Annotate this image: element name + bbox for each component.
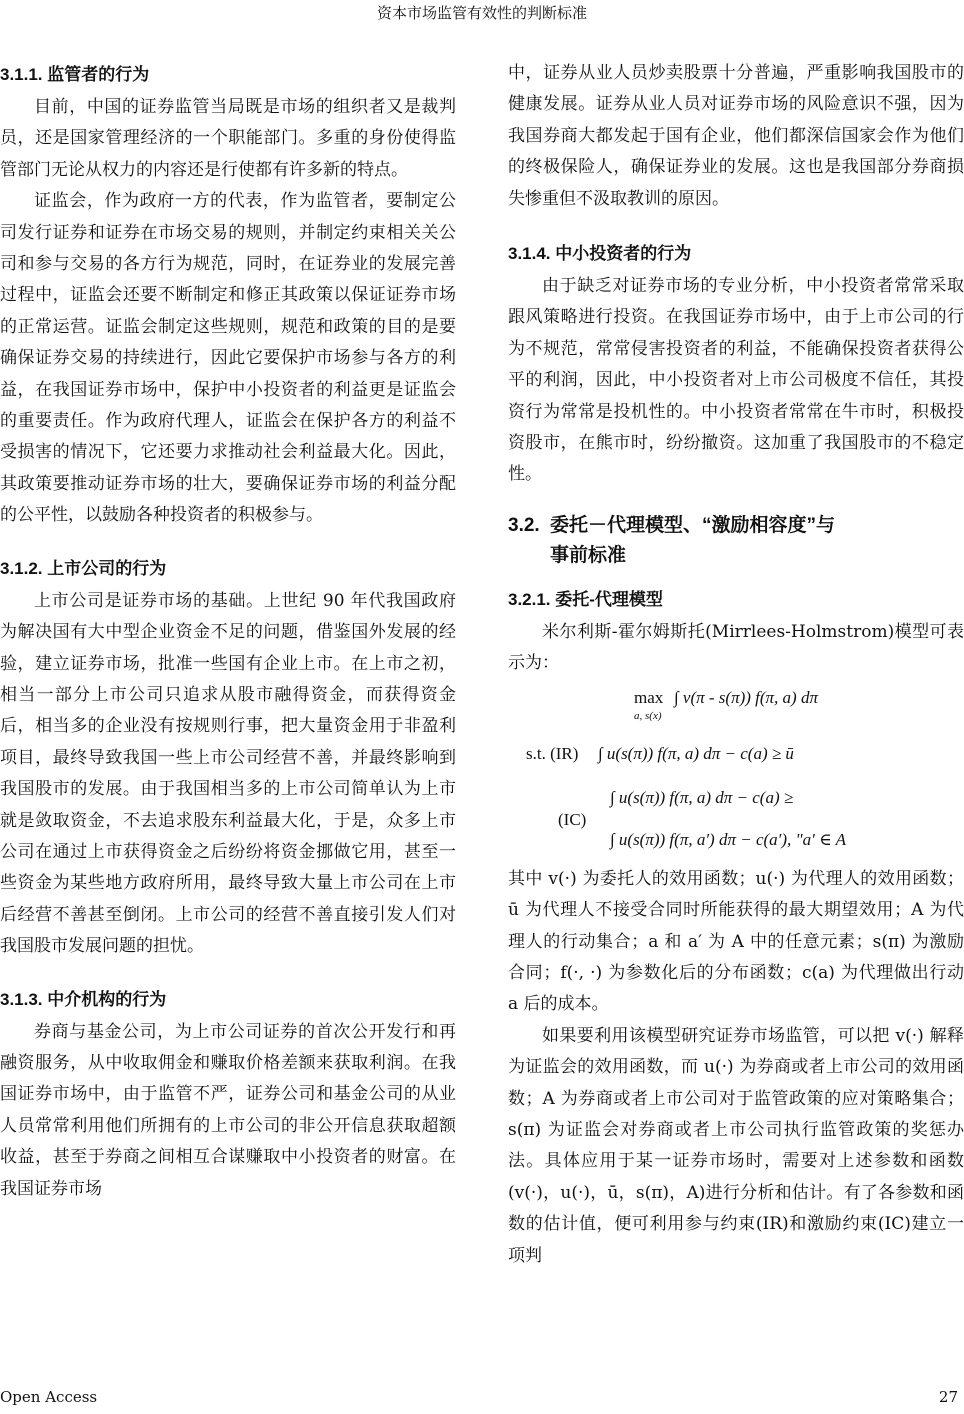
section-heading-3-1-4: 3.1.4. 中小投资者的行为 bbox=[508, 244, 692, 264]
section-title-line1: 委托－代理模型、“激励相容度”与 bbox=[550, 514, 836, 536]
paragraph: 由于缺乏对证券市场的专业分析，中小投资者常常采取跟风策略进行投资。在我国证券市场中，由于上市公司的行为不规范，常常侵害投资者的利益，不能确保投资者获得公平的利润，因此，中小投资者对上市公司极度不信任，其投资行为常常是投机性的。中小投资者常常在牛市时，积极投资股市，在熊市时，纷纷撤资。这加重了我国股市的不稳定性。 bbox=[508, 276, 964, 485]
section-heading-3-1-1: 3.1.1. 监管者的行为 bbox=[0, 65, 150, 84]
ir-constraint bbox=[508, 738, 964, 786]
page-number: 27 bbox=[938, 1388, 958, 1406]
objective-formula bbox=[508, 686, 964, 738]
paragraph: 如果要利用该模型研究证券市场监管，可以把 v(·) 解释为证监会的效用函数，而 u(·) 为券商或者上市公司的效用函数；A 为券商或者上市公司对于监管政策的应对策略集合；s(π) 为证监会对券商或者上市公司执行监管政策的奖惩办法。具体应用于某一证券市场时，需要对上述参数和函数(v(·)，u(·)，ū，s(π)，A)进行分析和估计。有了各参数和函数的估计值，便可利用参与约束(IR)和激励约束(IC)建立一项判 bbox=[508, 1025, 964, 1266]
ic-label: (IC) bbox=[558, 809, 587, 829]
left-column bbox=[0, 58, 456, 1205]
paragraph: 目前，中国的证券监管当局既是市场的组织者又是裁判员，还是国家管理经济的一个职能部门。多重的身份使得监管部门无论从权力的内容还是行使都有许多新的特点。 bbox=[0, 97, 456, 180]
ic-constraint bbox=[508, 786, 964, 864]
section-heading-3-2-1: 3.2.1. 委托-代理模型 bbox=[508, 589, 663, 609]
paragraph-continued: 中，证券从业人员炒卖股票十分普遍，严重影响我国股市的健康发展。证券从业人员对证券市场的风险意识不强，因为我国券商大都发起于国有企业，他们都深信国家会作为他们的终极保险人，确保证券业的发展。这也是我国部分券商损失惨重但不汲取教训的原因。 bbox=[508, 63, 964, 209]
running-head: 资本市场监管有效性的判断标准 bbox=[376, 4, 587, 22]
section-number: 3.2. bbox=[508, 514, 540, 536]
max-subscript: a, s(x) bbox=[634, 709, 662, 722]
paragraph: 证监会，作为政府一方的代表，作为监管者，要制定公司发行证券和证券在市场交易的规则，并制定约束相关关公司和参与交易的各方行为规范，同时，在证券业的发展完善过程中，证监会还要不断制定和修正其政策以保证证券市场的正常运营。证监会制定这些规则，规范和政策的目的是要确保证券交易的持续进行，因此它要保护市场参与各方的利益，在我国证券市场中，保护中小投资者的利益更是证监会的重要责任。作为政府代理人，证监会在保护各方的利益不受损害的情况下，它还要力求推动社会利益最大化。因此，其政策要推动证券市场的壮大，要确保证券市场的利益分配的公平性，以鼓励各种投资者的积极参与。 bbox=[0, 191, 456, 526]
footer-journal: Open Access bbox=[0, 1388, 98, 1406]
section-heading-3-1-2: 3.1.2. 上市公司的行为 bbox=[0, 558, 167, 578]
right-column bbox=[508, 58, 964, 1272]
paragraph: 其中 v(·) 为委托人的效用函数；u(·) 为代理人的效用函数；ū 为代理人不接受合同时所能获得的最大期望效用；A 为代理人的行动集合；a 和 a′ 为 A 中的任意元素；s(π) 为激励合同；f(·, ·) 为参数化后的分布函数；c(a) 为代理做出行动 a 后的成本。 bbox=[508, 868, 964, 1015]
paragraph: 米尔利斯-霍尔姆斯托(Mirrlees-Holmstrom)模型可表示为： bbox=[508, 621, 964, 674]
max-operator: max bbox=[634, 687, 664, 707]
paragraph: 券商与基金公司，为上市公司证券的首次公开发行和再融资服务，从中收取佣金和赚取价格差额来获取利润。在我国证券市场中，由于监管不严，证券公司和基金公司的从业人员常常利用他们所拥有的上市公司的非公开信息获取超额收益，甚至于券商之间相互合谋赚取中小投资者的财富。在我国证券市场 bbox=[0, 1021, 456, 1199]
paragraph: 上市公司是证券市场的基础。上世纪 90 年代我国政府为解决国有大中型企业资金不足的问题，借鉴国外发展的经验，建立证券市场，批准一些国有企业上市。在上市之初，相当一部分上市公司只追求从股市融得资金，而获得资金后，相当多的企业没有按规则行事，把大量资金用于非盈利项目，最终导致我国一些上市公司经营不善，并最终影响到我国股市的发展。由于我国相当多的上市公司简单认为上市就是敛取资金，不去追求股东利益最大化，于是，众多上市公司在通过上市获得资金之后纷纷将资金挪做它用，甚至一些资金为某些地方政府所用，最终导致大量上市公司在上市后经营不善甚至倒闭。上市公司的经营不善直接引发人们对我国股市发展问题的担忧。 bbox=[0, 590, 456, 957]
section-title-line2: 事前标准 bbox=[550, 544, 627, 566]
ic-line-2: ∫ u(s(π)) f(π, a′) dπ − c(a′), "a′ ∈ A bbox=[610, 829, 847, 849]
objective-expression: ∫ v(π - s(π)) f(π, a) dπ bbox=[674, 687, 818, 707]
section-heading-3-2 bbox=[508, 511, 964, 571]
st-label: s.t. (IR) bbox=[526, 743, 579, 763]
section-heading-3-1-3: 3.1.3. 中介机构的行为 bbox=[0, 989, 167, 1009]
ir-expression: ∫ u(s(π)) f(π, a) dπ − c(a) ≥ ū bbox=[598, 743, 794, 763]
ic-line-1: ∫ u(s(π)) f(π, a) dπ − c(a) ≥ bbox=[610, 787, 794, 807]
